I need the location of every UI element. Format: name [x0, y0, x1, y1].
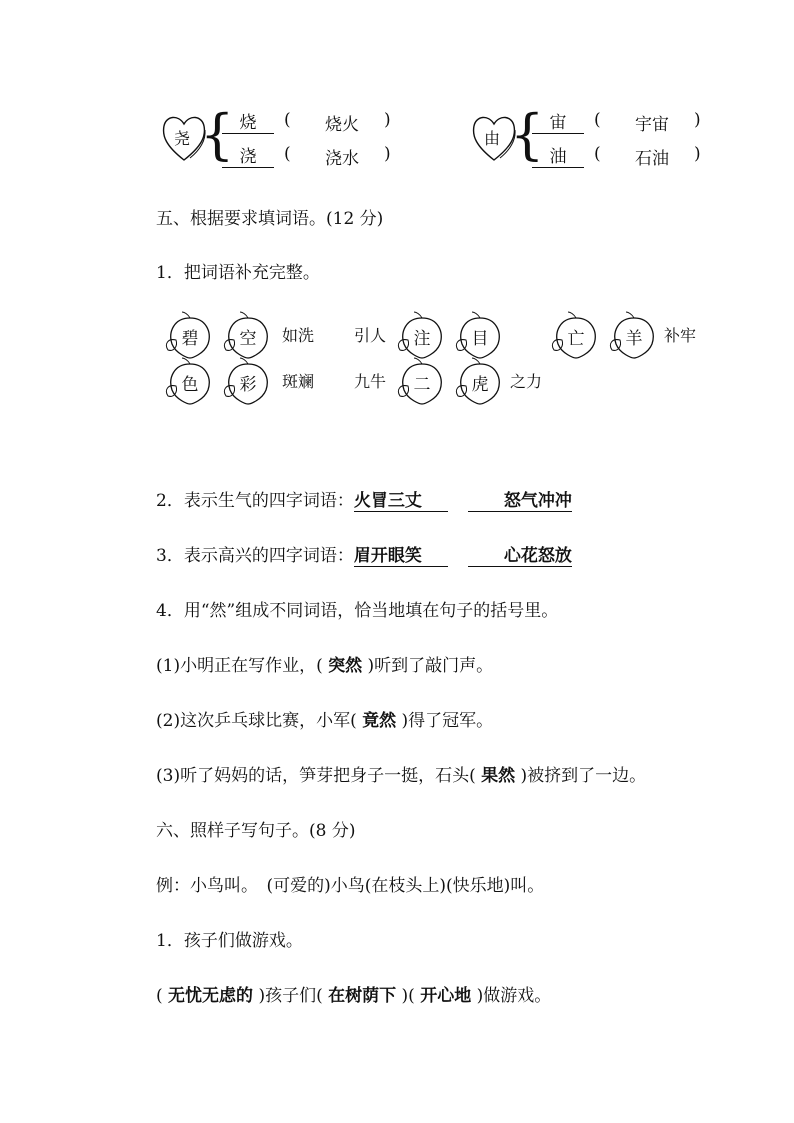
word: 浇水 [325, 149, 359, 169]
section6-example: 例：小鸟叫。 (可爱的)小鸟(在枝头上)(快乐地)叫。 [156, 876, 545, 896]
q4-item-answer: 竟然 [362, 711, 397, 731]
q4-item-before: (2)这次乒乓球比赛，小军( [156, 711, 357, 731]
idiom-prefix: 引人 [354, 326, 387, 345]
answer-connector: )( [401, 986, 415, 1006]
q3-answer-2: 心花怒放 [468, 541, 572, 567]
fill-answer: 浇 [222, 142, 274, 168]
peach-char: 彩 [239, 375, 257, 395]
idiom-prefix: 九牛 [354, 372, 387, 391]
peach-char-box [220, 310, 276, 362]
fill-answer: 宙 [532, 108, 584, 134]
q4-item-answer: 突然 [328, 656, 363, 676]
answer-connector: )孩子们( [258, 986, 323, 1006]
word: 石油 [635, 149, 669, 169]
q4-item-2 [156, 706, 493, 731]
fill-answer: 烧 [222, 108, 274, 134]
section6-q1-answer [156, 981, 551, 1006]
q4-item-after: )得了冠军。 [401, 711, 494, 731]
q4-item-1 [156, 651, 493, 676]
idiom-suffix: 斑斓 [282, 372, 315, 391]
section6-title: 六、照样子写句子。(8 分) [156, 821, 356, 841]
q4-item-before: (3)听了妈妈的话，笋芽把身子一挺，石头( [156, 766, 476, 786]
answer-adverb: 开心地 [420, 986, 472, 1006]
idiom-suffix: 补牢 [664, 326, 697, 345]
peach-char-box [452, 310, 508, 362]
peach-char: 二 [413, 375, 431, 395]
peach-char-box [162, 356, 218, 408]
peach-char-box [162, 310, 218, 362]
peach-char: 注 [413, 329, 431, 349]
peach-char-box [606, 310, 662, 362]
peach-char-box [220, 356, 276, 408]
peach-char: 虎 [471, 375, 489, 395]
q4-item-after: )被挤到了一边。 [520, 766, 647, 786]
peach-char: 碧 [181, 329, 199, 349]
word: 烧火 [325, 115, 359, 135]
peach-char-box [548, 310, 604, 362]
brace: { [510, 103, 545, 166]
q4-item-3 [156, 761, 646, 786]
answer-place: 在树荫下 [328, 986, 397, 1006]
section6-q1-label: 1．孩子们做游戏。 [156, 931, 303, 951]
answer-ending: )做游戏。 [476, 986, 552, 1006]
peach-char-box [394, 356, 450, 408]
q4-item-answer: 果然 [481, 766, 516, 786]
heart-group-1: 尧 { 烧 ( 烧火 ) 浇 ( 浇水 ) [160, 106, 400, 176]
section5-title: 五、根据要求填词语。(12 分) [156, 209, 384, 229]
paren: ( [156, 986, 163, 1006]
q2-label: 2．表示生气的四字词语： [156, 491, 354, 511]
word: 宇宙 [635, 115, 669, 135]
heart-group-2: 由 { 宙 ( 宇宙 ) 油 ( 石油 ) [470, 106, 710, 176]
heart-center-char: 由 [483, 129, 500, 148]
peach-char-box [394, 310, 450, 362]
q2-line [156, 486, 572, 512]
idiom-suffix: 之力 [510, 372, 543, 391]
q3-answer-1: 眉开眼笑 [354, 541, 448, 567]
heart-center-char: 尧 [173, 129, 190, 148]
section5-q1-label: 1．把词语补充完整。 [156, 263, 320, 283]
answer-adjective: 无忧无虑的 [168, 986, 254, 1006]
peach-char: 亡 [567, 329, 585, 349]
peach-char: 空 [239, 329, 257, 349]
q3-label: 3．表示高兴的四字词语： [156, 546, 354, 566]
idiom-suffix: 如洗 [282, 326, 315, 345]
peach-char: 色 [181, 375, 199, 395]
peach-char: 目 [471, 329, 489, 349]
brace: { [200, 103, 235, 166]
q2-answer-1: 火冒三丈 [354, 486, 448, 512]
q4-item-after: )听到了敲门声。 [367, 656, 494, 676]
peach-char-box [452, 356, 508, 408]
q4-label: 4．用“然”组成不同词语，恰当地填在句子的括号里。 [156, 601, 559, 621]
fill-answer: 油 [532, 142, 584, 168]
peach-char: 羊 [625, 329, 643, 349]
q3-line [156, 541, 572, 567]
q2-answer-2: 怒气冲冲 [468, 486, 572, 512]
q4-item-before: (1)小明正在写作业，( [156, 656, 323, 676]
